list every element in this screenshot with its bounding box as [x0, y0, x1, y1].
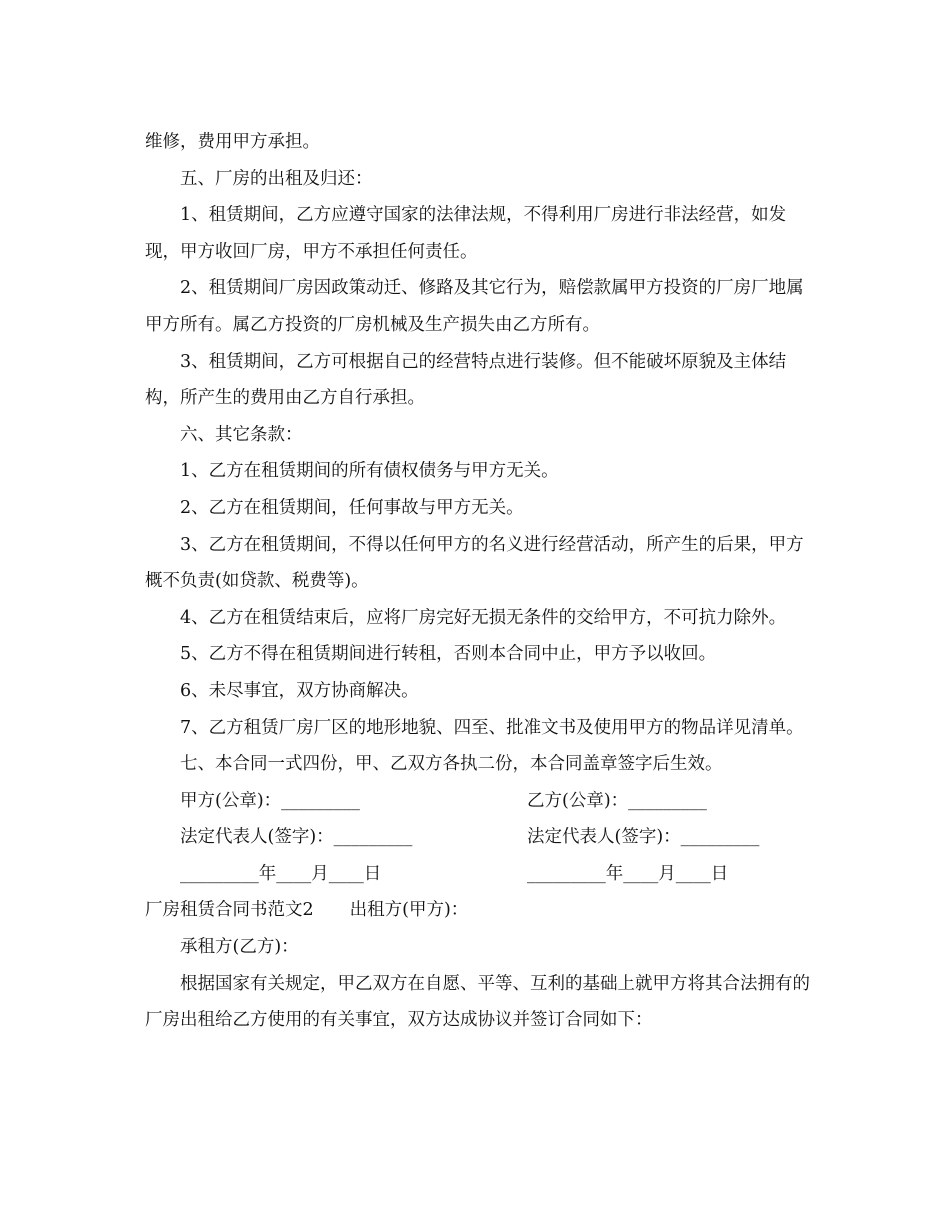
signature-row-representative	[145, 819, 815, 856]
clause-5-1: 1、租赁期间，乙方应遵守国家的法律法规，不得利用厂房进行非法经营，如发现，甲方收回厂房，甲方不承担任何责任。	[145, 205, 787, 262]
sample2-title: 厂房租赁合同书范文2	[145, 900, 314, 921]
party-a-date-field: _________年____月____日	[180, 863, 382, 884]
party-b-seal-field: 乙方(公章)：_________	[527, 790, 707, 811]
clause-5-2: 2、租赁期间厂房因政策动迁、修路及其它行为，赔偿款属甲方投资的厂房厂地属甲方所有。属乙方投资的厂房机械及生产损失由乙方所有。	[145, 278, 804, 335]
clause-6-4: 4、乙方在租赁结束后，应将厂房完好无损无条件的交给甲方，不可抗力除外。	[180, 607, 787, 628]
signature-row-seal	[145, 783, 815, 820]
party-a-seal-field: 甲方(公章)：_________	[180, 790, 360, 811]
clause-6-5: 5、乙方不得在租赁期间进行转租，否则本合同中止，甲方予以收回。	[180, 644, 717, 665]
sample2-lessor: 出租方(甲方)：	[349, 900, 469, 921]
clause-6-6: 6、未尽事宜，双方协商解决。	[180, 680, 419, 701]
party-b-representative-field: 法定代表人(签字)：_________	[527, 827, 760, 848]
sample2-intro: 根据国家有关规定，甲乙双方在自愿、平等、互利的基础上就甲方将其合法拥有的厂房出租给乙方使用的有关事宜，双方达成协议并签订合同如下：	[145, 973, 810, 1031]
party-a-representative-field: 法定代表人(签字)：_________	[180, 827, 413, 848]
party-b-date-field: _________年____月____日	[527, 863, 729, 884]
section-heading-six: 六、其它条款：	[180, 424, 303, 445]
paragraph-repair-cost: 维修，费用甲方承担。	[145, 132, 320, 152]
sample2-title-line	[145, 892, 815, 929]
section-heading-five: 五、厂房的出租及归还：	[180, 168, 373, 189]
clause-5-3: 3、租赁期间，乙方可根据自己的经营特点进行装修。但不能破坏原貌及主体结构，所产生的费用由乙方自行承担。	[145, 351, 787, 409]
sample2-lessee: 承租方(乙方)：	[180, 937, 299, 958]
document-page	[145, 124, 815, 1039]
clause-6-2: 2、乙方在租赁期间，任何事故与甲方无关。	[180, 497, 524, 518]
signature-row-date	[145, 856, 815, 893]
clause-6-7: 7、乙方租赁厂房厂区的地形地貌、四至、批准文书及使用甲方的物品详见清单。	[180, 717, 804, 738]
clause-6-3: 3、乙方在租赁期间，不得以任何甲方的名义进行经营活动，所产生的后果，甲方概不负责(如贷款、税费等)。	[145, 534, 804, 592]
section-heading-seven: 七、本合同一式四份，甲、乙双方各执二份，本合同盖章签字后生效。	[180, 754, 723, 775]
clause-6-1: 1、乙方在租赁期间的所有债权债务与甲方无关。	[180, 461, 559, 482]
